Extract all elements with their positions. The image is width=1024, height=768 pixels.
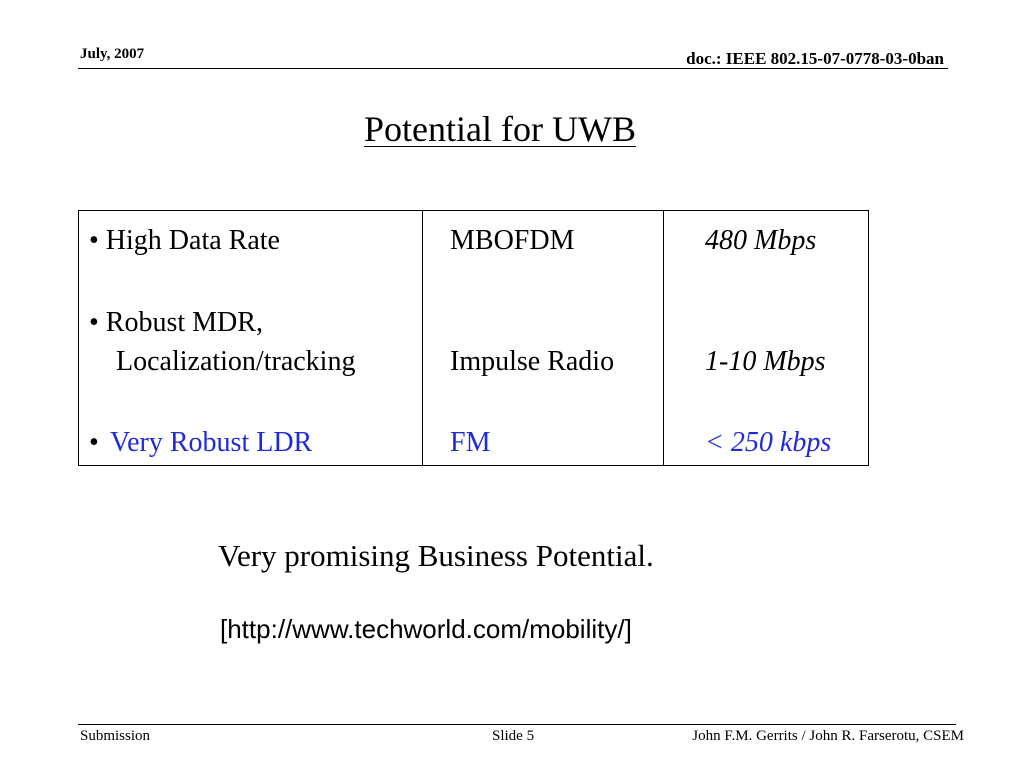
row2-feature: • Robust MDR, <box>89 307 263 338</box>
header-divider <box>78 68 948 69</box>
uwb-table <box>78 210 869 466</box>
header-date: July, 2007 <box>80 46 145 62</box>
business-statement: Very promising Business Potential. <box>218 538 654 573</box>
row1-rate: 480 Mbps <box>705 225 817 256</box>
row3-technology: FM <box>450 427 491 458</box>
row2-rate: 1-10 Mbps <box>705 346 826 377</box>
footer-submission: Submission <box>80 728 151 744</box>
header-doc-id: doc.: IEEE 802.15-07-0778-03-0ban <box>686 49 944 68</box>
footer-authors: John F.M. Gerrits / John R. Farserotu, CSEM <box>692 728 964 744</box>
row2-feature-line2: Localization/tracking <box>116 346 356 377</box>
row1-technology: MBOFDM <box>450 225 575 256</box>
reference-link: [http://www.techworld.com/mobility/] <box>220 614 632 644</box>
slide-title: Potential for UWB <box>364 109 636 149</box>
footer-divider <box>78 724 956 725</box>
row2-technology: Impulse Radio <box>450 346 615 377</box>
row3-bullet: • <box>89 427 99 458</box>
table-column-divider-2 <box>663 211 664 465</box>
footer-slide-number: Slide 5 <box>492 728 535 744</box>
row3-feature: Very Robust LDR <box>110 427 313 458</box>
table-column-divider-1 <box>422 211 423 465</box>
row3-rate: < 250 kbps <box>705 427 832 458</box>
row1-feature: • High Data Rate <box>89 225 280 256</box>
